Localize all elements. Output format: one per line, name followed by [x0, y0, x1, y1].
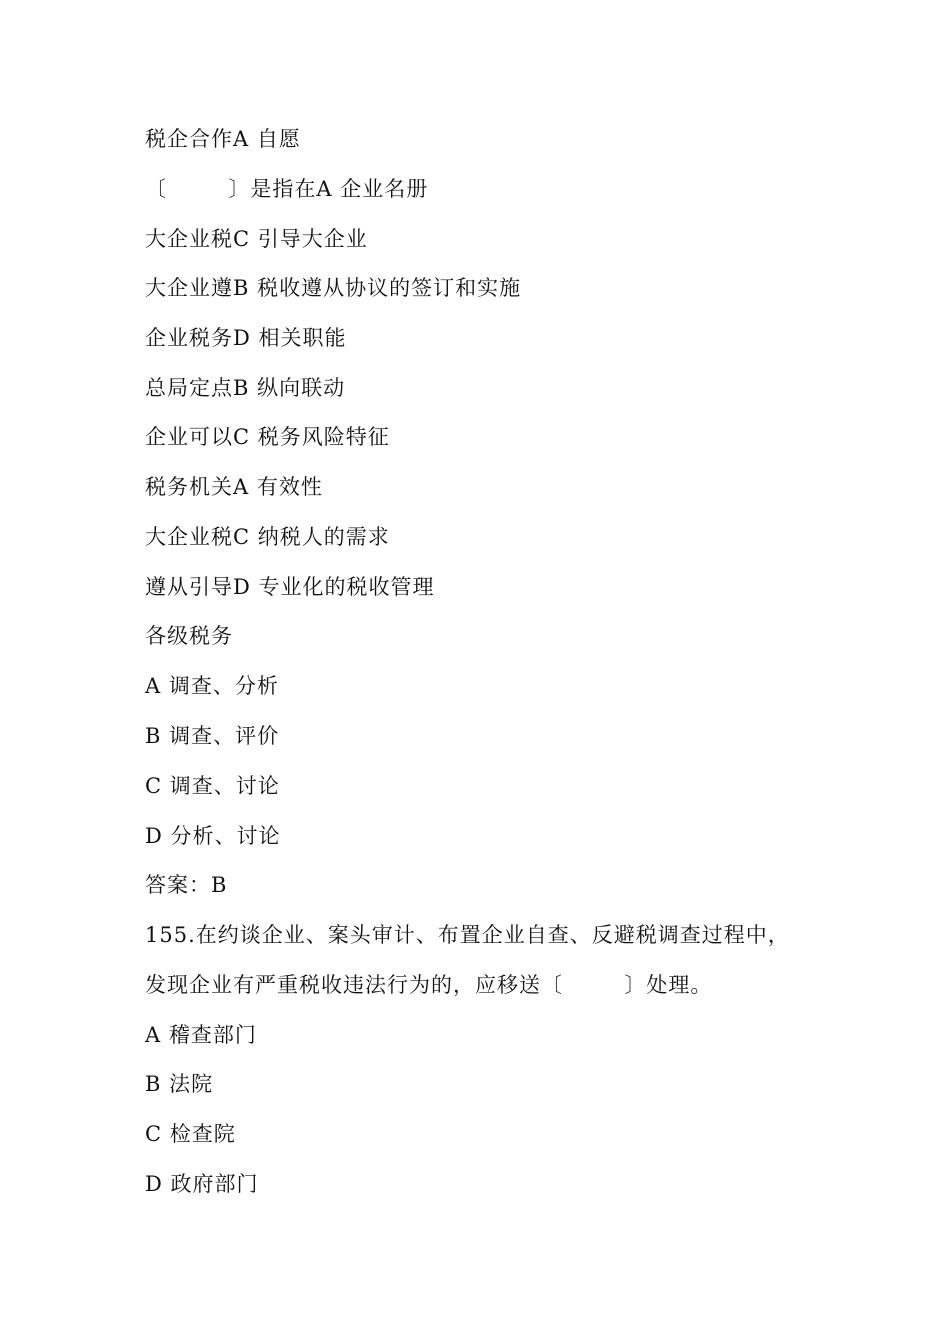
option-line: A 稽查部门 [145, 1023, 257, 1047]
question-line: 发现企业有严重税收违法行为的，应移送〔 〕处理。 [145, 973, 713, 997]
text-line: 各级税务 [145, 624, 233, 648]
text-line: 大企业税C 引导大企业 [145, 227, 368, 251]
option-line: C 调查、讨论 [145, 774, 280, 798]
text-line: 大企业遵B 税收遵从协议的签订和实施 [145, 276, 522, 300]
text-line: 总局定点B 纵向联动 [145, 376, 346, 400]
option-line: B 调查、评价 [145, 724, 280, 748]
option-line: A 调查、分析 [145, 674, 279, 698]
answer-line: 答案：B [145, 873, 228, 897]
text-line: 企业税务D 相关职能 [145, 326, 347, 350]
text-line: 企业可以C 税务风险特征 [145, 425, 390, 449]
option-line: D 政府部门 [145, 1172, 259, 1196]
text-line: 税企合作A 自愿 [145, 127, 301, 151]
text-line: 遵从引导D 专业化的税收管理 [145, 575, 435, 599]
option-line: B 法院 [145, 1072, 214, 1096]
question-line: 155.在约谈企业、案头审计、布置企业自查、反避税调查过程中， [145, 923, 790, 947]
option-line: D 分析、讨论 [145, 824, 281, 848]
text-line: 大企业税C 纳税人的需求 [145, 525, 390, 549]
text-line: 〔 〕是指在A 企业名册 [145, 177, 429, 201]
text-line: 税务机关A 有效性 [145, 475, 323, 499]
option-line: C 检查院 [145, 1122, 236, 1146]
